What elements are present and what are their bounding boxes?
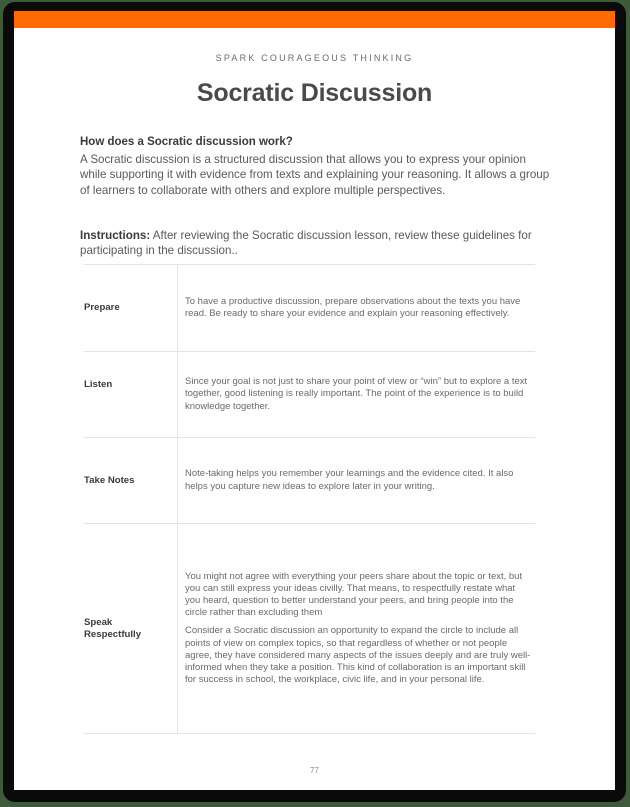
- accent-bar: [14, 11, 615, 28]
- guidelines-table: [84, 264, 535, 734]
- guideline-paragraph: You might not agree with everything your peers share about the topic or text, but you can still express your ideas civilly. That means, to respectfully restate what you heard, question to better understand your peers, and bring people into the circle rather than excluding them: [185, 570, 523, 619]
- table-row: [84, 524, 535, 734]
- guideline-paragraph: Consider a Socratic discussion an opportunity to expand the circle to include all points of view on complex topics, so that regardless of whether or not people agree, they have considered many aspects of the issues deeply and are truly well-informed when they take a position. This kind of collaboration is an important skill for success in school, the workplace, civic life, and in your personal life.: [185, 625, 531, 686]
- page-title: Socratic Discussion: [196, 79, 433, 107]
- guideline-label: Speak Respectfully: [84, 524, 178, 734]
- guideline-label: Prepare: [84, 265, 178, 352]
- table-row: [84, 352, 535, 438]
- guideline-description: [178, 524, 536, 734]
- instructions-lead: Instructions:: [80, 229, 151, 242]
- intro-paragraph: A Socratic discussion is a structured discussion that allows you to express your opinion while supporting it with evidence from texts and explaining your reasoning. It allows a group of learners to collaborate with others and explore multiple perspectives.: [80, 153, 550, 197]
- guideline-label: Take Notes: [84, 438, 178, 524]
- guideline-paragraph: Since your goal is not just to share your point of view or “win” but to explore a text together, good listening is really important. The point of the experience is to build knowledge together.: [185, 376, 528, 412]
- guideline-description: [178, 438, 536, 524]
- page-number: 77: [310, 766, 319, 775]
- instructions-paragraph: [80, 228, 550, 259]
- table-row: [84, 265, 535, 352]
- document-page: [14, 11, 615, 790]
- guideline-description: [178, 352, 536, 438]
- instructions-text: After reviewing the Socratic discussion lesson, review these guidelines for participating in the discussion..: [80, 229, 532, 258]
- intro-heading: How does a Socratic discussion work?: [80, 136, 293, 148]
- table-row: [84, 438, 535, 524]
- series-eyebrow: SPARK COURAGEOUS THINKING: [215, 53, 414, 63]
- guideline-label: Listen: [84, 352, 178, 438]
- guideline-paragraph: Note-taking helps you remember your learnings and the evidence cited. It also helps you capture new ideas to explore later in your writing.: [185, 468, 514, 492]
- guideline-description: [178, 265, 536, 352]
- guideline-paragraph: To have a productive discussion, prepare observations about the texts you have read. Be ready to share your evidence and explain your reasoning effectively.: [185, 295, 521, 319]
